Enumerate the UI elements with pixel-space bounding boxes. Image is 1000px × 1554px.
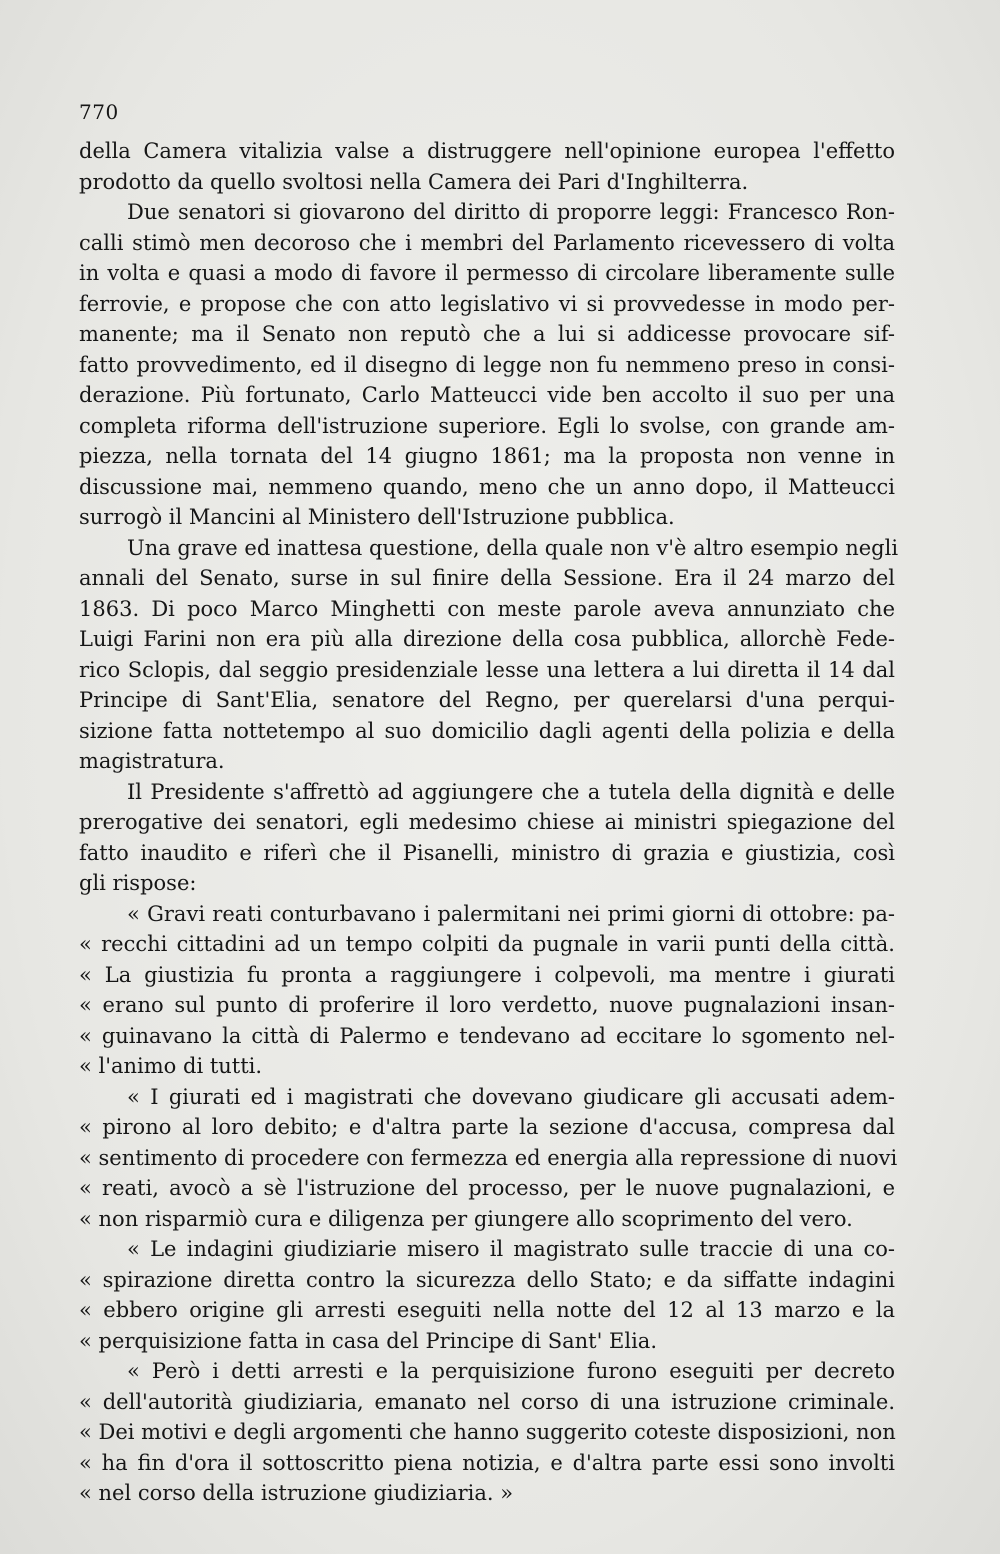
text-line: discussione mai, nemmeno quando, meno che un anno dopo, il Matteucci <box>79 474 895 499</box>
text-line: Una grave ed inattesa questione, della quale non v'è altro esempio negli <box>127 535 899 560</box>
text-line: completa riforma dell'istruzione superiore. Egli lo svolse, con grande am- <box>79 413 895 438</box>
quote-line: « perquisizione fatta in casa del Principe di Sant' Elia. <box>79 1328 658 1353</box>
quote-line: « non risparmiò cura e diligenza per giungere allo scoprimento del vero. <box>79 1206 853 1231</box>
page-number: 770 <box>79 100 119 124</box>
text-line: gli rispose: <box>79 871 197 895</box>
quote-line: « Dei motivi e degli argomenti che hanno suggerito coteste disposizioni, non <box>79 1420 896 1444</box>
quote-line: « guinavano la città di Palermo e tendevano ad eccitare lo sgomento nel- <box>79 1023 895 1048</box>
text-line: surrogò il Mancini al Ministero dell'Istruzione pubblica. <box>79 505 675 529</box>
text-line: manente; ma il Senato non reputò che a lui si addicesse provocare sif- <box>79 322 895 346</box>
text-line: sizione fatta nottetempo al suo domicilio dagli agenti della polizia e della <box>79 718 895 743</box>
text-line: Principe di Sant'Elia, senatore del Regno, per querelarsi d'una perqui- <box>79 688 895 712</box>
paragraph-4 <box>79 777 895 899</box>
quote-line: « erano sul punto di proferire il loro verdetto, nuove pugnalazioni insan- <box>79 993 895 1017</box>
quote-paragraph-3 <box>79 1234 895 1356</box>
text-line: calli stimò men decoroso che i membri del Parlamento ricevessero di volta <box>79 230 895 255</box>
quote-paragraph-4 <box>79 1356 895 1509</box>
paragraph-3 <box>79 533 899 777</box>
text-line: derazione. Più fortunato, Carlo Matteucci vide ben accolto il suo per una <box>79 383 895 407</box>
text-line: prodotto da quello svoltosi nella Camera dei Pari d'Inghilterra. <box>79 169 749 194</box>
quote-line: « recchi cittadini ad un tempo colpiti da pugnale in varii punti della città. <box>79 932 895 956</box>
quote-line: « l'animo di tutti. <box>79 1054 263 1078</box>
text-line: Il Presidente s'affrettò ad aggiungere che a tutela della dignità e delle <box>127 779 895 804</box>
quote-line: « pirono al loro debito; e d'altra parte la sezione d'accusa, compresa dal <box>79 1115 895 1139</box>
quote-paragraph-1 <box>79 899 895 1082</box>
quote-paragraph-2 <box>79 1082 898 1235</box>
text-line: fatto provvedimento, ed il disegno di legge non fu nemmeno preso in consi- <box>79 352 895 377</box>
quote-line: « La giustizia fu pronta a raggiungere i colpevoli, ma mentre i giurati <box>79 962 895 987</box>
text-line: magistratura. <box>79 749 225 773</box>
text-line: 1863. Di poco Marco Minghetti con meste parole aveva annunziato che <box>79 596 895 621</box>
quote-line: « reati, avocò a sè l'istruzione del processo, per le nuove pugnalazioni, e <box>79 1176 895 1200</box>
text-line: prerogative dei senatori, egli medesimo chiese ai ministri spiegazione del <box>79 810 895 834</box>
text-line: Due senatori si giovarono del diritto di proporre leggi: Francesco Ron- <box>127 200 895 224</box>
text-line: ferrovie, e propose che con atto legislativo vi si provvedesse in modo per- <box>79 291 895 316</box>
quote-line: « Le indagini giudiziarie misero il magistrato sulle traccie di una co- <box>127 1237 895 1261</box>
quote-line: « nel corso della istruzione giudiziaria. » <box>79 1481 514 1505</box>
quote-line: « I giurati ed i magistrati che dovevano giudicare gli accusati adem- <box>127 1084 895 1109</box>
paragraph-1 <box>79 136 895 197</box>
text-line: in volta e quasi a modo di favore il permesso di circolare liberamente sulle <box>79 261 895 285</box>
text-line: della Camera vitalizia valse a distruggere nell'opinione europea l'effetto <box>79 139 895 163</box>
quote-line: « ha fin d'ora il sottoscritto piena notizia, e d'altra parte essi sono involti <box>79 1450 895 1475</box>
paragraph-2 <box>79 197 895 533</box>
quote-line: « ebbero origine gli arresti eseguiti nella notte del 12 al 13 marzo e la <box>79 1298 895 1322</box>
text-line: piezza, nella tornata del 14 giugno 1861; ma la proposta non venne in <box>79 444 895 468</box>
quote-line: « Gravi reati conturbavano i palermitani nei primi giorni di ottobre: pa- <box>127 901 895 926</box>
text-line: annali del Senato, surse in sul finire della Sessione. Era il 24 marzo del <box>79 566 895 590</box>
quote-line: « Però i detti arresti e la perquisizione furono eseguiti per decreto <box>127 1359 895 1383</box>
text-line: fatto inaudito e riferì che il Pisanelli, ministro di grazia e giustizia, così <box>79 840 895 865</box>
quote-line: « spirazione diretta contro la sicurezza dello Stato; e da siffatte indagini <box>79 1267 895 1292</box>
quote-line: « dell'autorità giudiziaria, emanato nel corso di una istruzione criminale. <box>79 1389 895 1414</box>
quote-line: « sentimento di procedere con fermezza ed energia alla repressione di nuovi <box>79 1145 898 1170</box>
text-line: Luigi Farini non era più alla direzione della cosa pubblica, allorchè Fede- <box>79 627 895 651</box>
text-line: rico Sclopis, dal seggio presidenziale lesse una lettera a lui diretta il 14 dal <box>79 657 895 682</box>
body-text <box>79 136 899 1509</box>
